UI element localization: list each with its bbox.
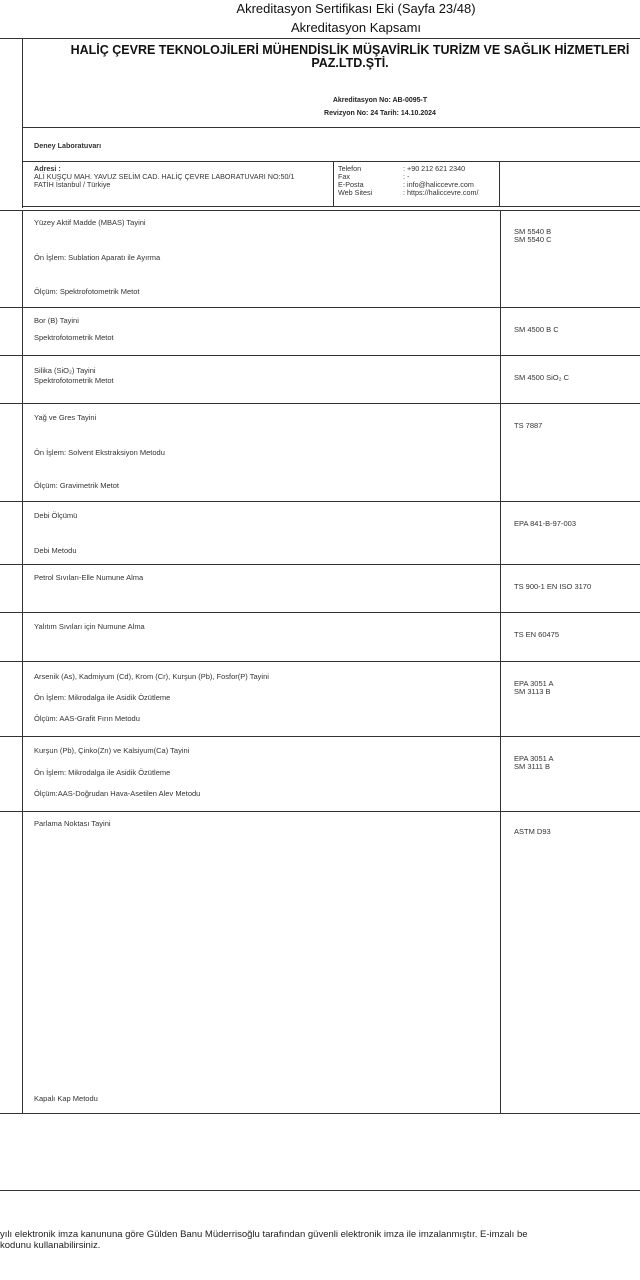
footer-separator [0, 1190, 640, 1191]
table-row-method [514, 422, 542, 430]
row-divider [0, 811, 640, 812]
method-code: EPA 841-B-97-003 [514, 519, 576, 528]
table-row-measurement: Spektrofotometrik Metot [34, 333, 114, 342]
address-top-line [22, 161, 640, 162]
table-row-method [514, 374, 569, 382]
e-signature-note [0, 1229, 640, 1251]
method-code: EPA 3051 A [514, 754, 554, 763]
table-row-test: Yüzey Aktif Madde (MBAS) Tayini [34, 218, 146, 227]
frame-left-line [22, 38, 23, 208]
method-code: TS 900-1 EN ISO 3170 [514, 582, 592, 591]
row-divider [0, 355, 640, 356]
table-row-test: Debi Ölçümü [34, 511, 78, 520]
method-code: SM 5540 B [514, 227, 552, 236]
table-row-method [514, 520, 576, 528]
method-code: SM 3113 B [514, 687, 551, 696]
address-divider [333, 161, 334, 206]
address-bottom-line [22, 206, 640, 207]
company-name-line1: HALİÇ ÇEVRE TEKNOLOJİLERİ MÜHENDİSLİK MÜŞAVİRLİK TURİZM VE SAĞLIK HİZMETLERİ [70, 43, 630, 57]
contact-values [403, 165, 479, 197]
table-row-method [514, 631, 559, 639]
table-row-method [514, 680, 553, 696]
contact-label-phone: Telefon [338, 164, 362, 173]
company-name [40, 44, 640, 70]
address-line2: FATİH İstanbul / Türkiye [34, 180, 111, 189]
table-row-measurement: Ölçüm: Spektrofotometrik Metot [34, 287, 140, 296]
row-divider [0, 564, 640, 565]
lab-type: Deney Laboratuvarı [34, 141, 102, 150]
table-row-measurement: Kapalı Kap Metodu [34, 1094, 98, 1103]
table-row-pretreatment: Ön İşlem: Sublation Aparatı ile Ayırma [34, 253, 161, 262]
table-top-line [0, 210, 640, 211]
table-row-method [514, 755, 553, 771]
table-row-test: Petrol Sıvıları-Elle Numune Alma [34, 573, 144, 582]
address-line1: ALİ KUŞÇU MAH. YAVUZ SELİM CAD. HALİÇ ÇEVRE LABORATUVARI NO:50/1 [34, 172, 295, 181]
contact-label-email: E-Posta [338, 180, 364, 189]
method-code: ASTM D93 [514, 827, 551, 836]
table-row-measurement: Ölçüm: AAS-Grafit Fırın Metodu [34, 714, 140, 723]
table-row-method [514, 228, 552, 244]
table-row-test: Yağ ve Gres Tayini [34, 413, 97, 422]
row-divider [0, 501, 640, 502]
address-label: Adresi : [34, 164, 61, 173]
contact-divider [499, 161, 500, 206]
accreditation-number: Akreditasyon No: AB-0095-T [332, 97, 428, 104]
contact-labels [338, 165, 372, 197]
row-divider [0, 612, 640, 613]
contact-email[interactable]: : info@haliccevre.com [403, 180, 474, 189]
table-row-method [514, 326, 559, 334]
row-divider [0, 661, 640, 662]
table-row-method [514, 828, 551, 836]
e-signature-line2: kodunu kullanabilirsiniz. [0, 1240, 101, 1251]
row-divider [0, 403, 640, 404]
table-row-pretreatment: Ön İşlem: Mikrodalga ile Asidik Özütleme [34, 693, 171, 702]
method-code: SM 5540 C [514, 235, 552, 244]
table-row-measurement: Debi Metodu [34, 546, 77, 555]
table-row-measurement: Ölçüm: Gravimetrik Metot [34, 481, 120, 490]
table-bottom-line [0, 1113, 640, 1114]
table-row-method [514, 583, 591, 591]
e-signature-line1: yılı elektronik imza kanununa göre Gülden Banu Müderrisoğlu tarafından güvenli elektronik imza ile imzalanmıştır. E-imzalı be [0, 1229, 528, 1240]
method-code: TS EN 60475 [514, 630, 560, 639]
table-row-measurement: Ölçüm:AAS-Doğrudan Hava-Asetilen Alev Metodu [34, 789, 201, 798]
divider-line [22, 127, 640, 128]
method-code: TS 7887 [514, 421, 543, 430]
method-code: SM 4500 SiO₂ C [514, 373, 570, 382]
contact-fax: : - [403, 172, 410, 181]
method-code: SM 3111 B [514, 762, 550, 771]
row-divider [0, 736, 640, 737]
method-code: EPA 3051 A [514, 679, 554, 688]
contact-phone: : +90 212 621 2340 [403, 164, 466, 173]
table-row-test: Bor (B) Tayini [34, 316, 79, 325]
scope-title: Akreditasyon Kapsamı [290, 20, 422, 35]
table-row-test: Kurşun (Pb), Çinko(Zn) ve Kalsiyum(Ca) Tayini [34, 746, 190, 755]
table-row-test: Yalıtım Sıvıları için Numune Alma [34, 622, 145, 631]
table-row-test: Arsenik (As), Kadmiyum (Cd), Krom (Cr), Kurşun (Pb), Fosfor(P) Tayini [34, 672, 269, 681]
table-row-pretreatment: Ön İşlem: Mikrodalga ile Asidik Özütleme [34, 768, 171, 777]
table-row-test: Silika (SiO₂) Tayini [34, 366, 96, 375]
table-row-pretreatment: Ön İşlem: Solvent Ekstraksiyon Metodu [34, 448, 165, 457]
address-block [34, 165, 295, 189]
company-name-line2: PAZ.LTD.ŞTİ. [311, 56, 389, 70]
frame-top-line [0, 38, 640, 39]
contact-web[interactable]: : https://haliccevre.com/ [403, 188, 479, 197]
certificate-header: Akreditasyon Sertifikası Eki (Sayfa 23/48) [236, 1, 476, 16]
method-code: SM 4500 B C [514, 325, 559, 334]
table-row-test: Parlama Noktası Tayini [34, 819, 111, 828]
contact-label-web: Web Sitesi [338, 188, 373, 197]
table-row-measurement: Spektrofotometrik Metot [34, 376, 114, 385]
revision-info: Revizyon No: 24 Tarih: 14.10.2024 [324, 110, 436, 117]
contact-label-fax: Fax [338, 172, 350, 181]
row-divider [0, 307, 640, 308]
